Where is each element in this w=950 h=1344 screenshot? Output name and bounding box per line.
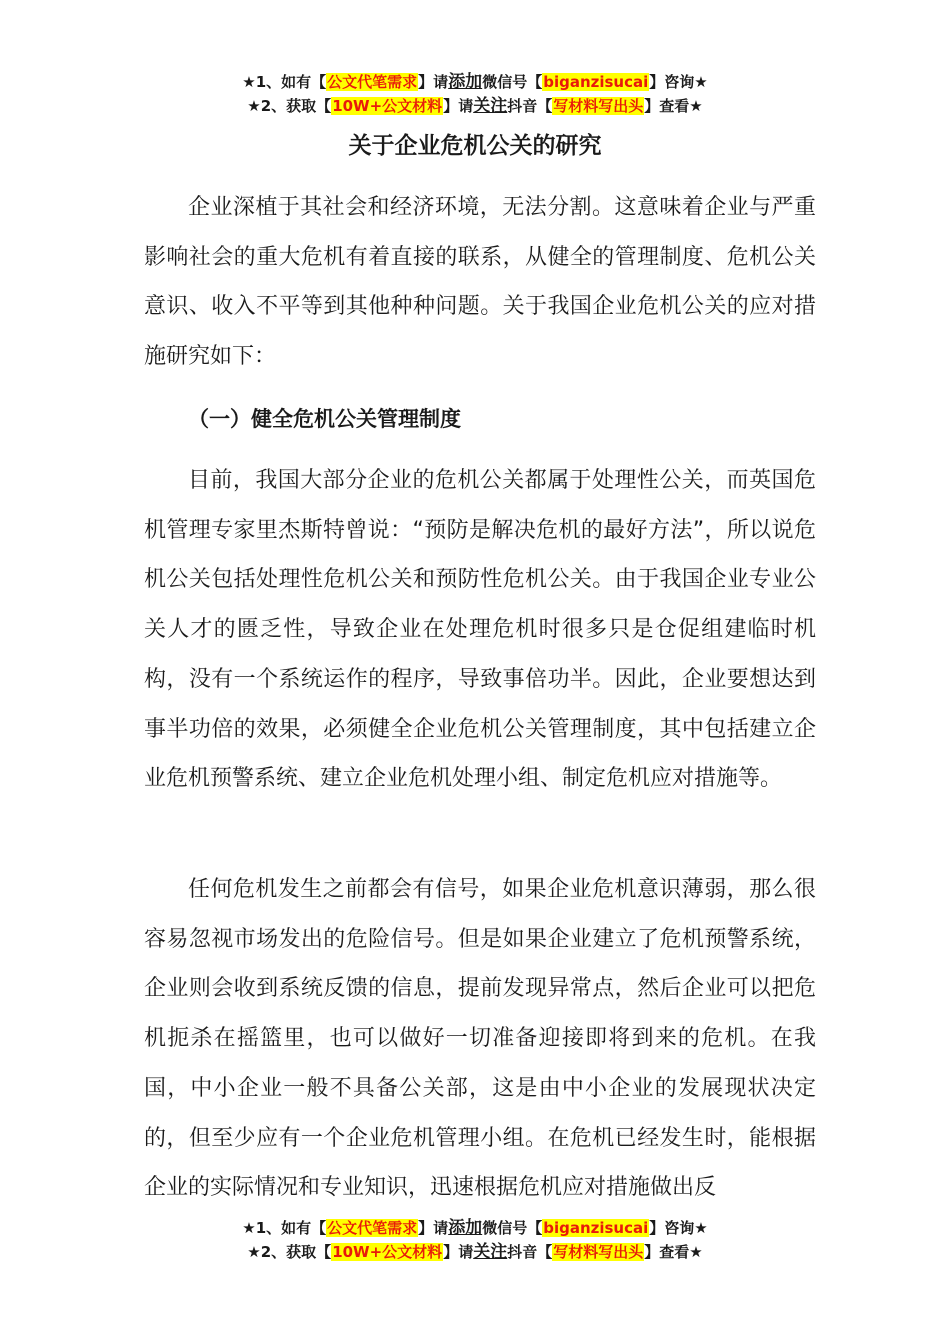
highlight-wechat-id: biganzisucai xyxy=(543,73,649,91)
highlight-douyin-account: 写材料写出头 xyxy=(553,97,644,115)
promo-line-2: ★2、获取【10W+公文材料】请关注抖音【写材料写出头】查看★ xyxy=(247,1242,703,1262)
promo-line-1: ★1、如有【公文代笔需求】请添加微信号【biganzisucai】咨询★ xyxy=(242,72,708,92)
document-title: 关于企业危机公关的研究 xyxy=(348,133,602,159)
promo-header xyxy=(0,70,950,118)
paragraph-intro: 企业深植于其社会和经济环境，无法分割。这意味着企业与严重影响社会的重大危机有着直接的联系，从健全的管理制度、危机公关意识、收入不平等到其他种种问题。关于我国企业危机公关的应对措施研究如下： xyxy=(144,195,816,370)
underlined-follow: 关注 xyxy=(473,1242,508,1262)
highlight-wechat-id: biganzisucai xyxy=(543,1219,649,1237)
underlined-add: 添加 xyxy=(448,72,483,92)
underlined-add: 添加 xyxy=(448,1218,483,1238)
paragraph-3: 任何危机发生之前都会有信号，如果企业危机意识薄弱，那么很容易忽视市场发出的危险信号。但是如果企业建立了危机预警系统，企业则会收到系统反馈的信息，提前发现异常点，然后企业可以把危机扼杀在摇篮里，也可以做好一切准备迎接即将到来的危机。在我国，中小企业一般不具备公关部，这是由中小企业的发展现状决定的，但至少应有一个企业危机管理小组。在危机已经发生时，能根据企业的实际情况和专业知识，迅速根据危机应对措施做出反 xyxy=(144,877,816,1201)
paragraph-2: 目前，我国大部分企业的危机公关都属于处理性公关，而英国危机管理专家里杰斯特曾说：“预防是解决危机的最好方法”，所以说危机公关包括处理性危机公关和预防性危机公关。由于我国企业专业公关人才的匮乏性，导致企业在处理危机时很多只是仓促组建临时机构，没有一个系统运作的程序，导致事倍功半。因此，企业要想达到事半功倍的效果，必须健全企业危机公关管理制度，其中包括建立企业危机预警系统、建立企业危机处理小组、制定危机应对措施等。 xyxy=(144,468,816,792)
section-heading-1: （一）健全危机公关管理制度 xyxy=(188,407,461,431)
highlight-douyin-account: 写材料写出头 xyxy=(553,1243,644,1261)
highlight-ghostwriting: 公文代笔需求 xyxy=(327,1219,418,1237)
promo-footer xyxy=(0,1216,950,1264)
highlight-materials: 10W+公文材料 xyxy=(332,97,443,115)
promo-line-2: ★2、获取【10W+公文材料】请关注抖音【写材料写出头】查看★ xyxy=(247,96,703,116)
underlined-follow: 关注 xyxy=(473,96,508,116)
highlight-materials: 10W+公文材料 xyxy=(332,1243,443,1261)
promo-line-1: ★1、如有【公文代笔需求】请添加微信号【biganzisucai】咨询★ xyxy=(242,1218,708,1238)
highlight-ghostwriting: 公文代笔需求 xyxy=(327,73,418,91)
